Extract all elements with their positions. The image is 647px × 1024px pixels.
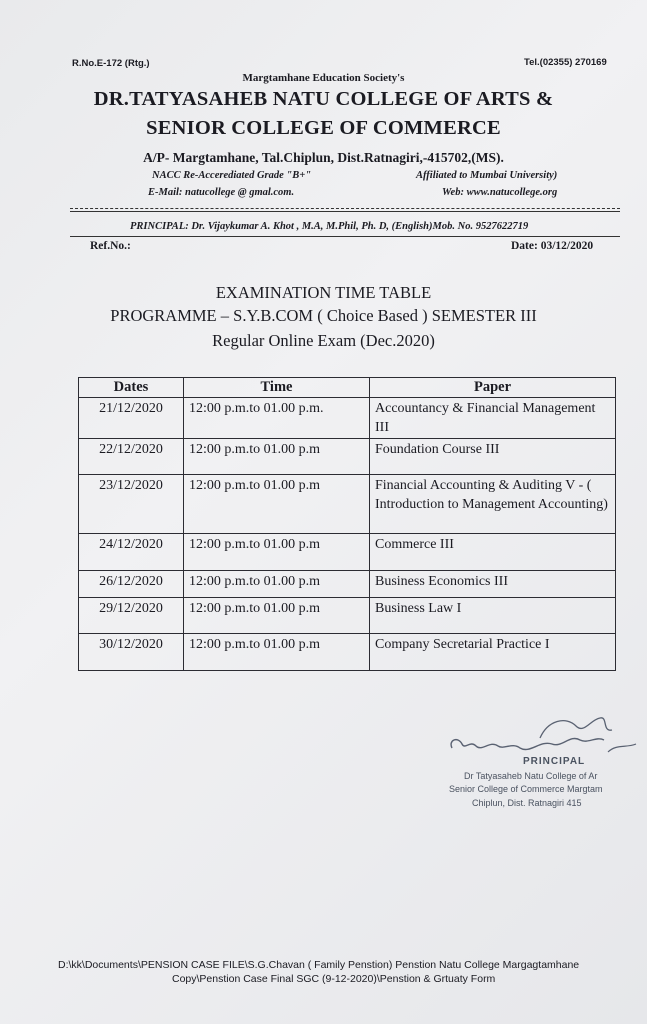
table-row <box>79 598 616 634</box>
footer-file-path-line1: D:\kk\Documents\PENSION CASE FILE\S.G.Chavan ( Family Penstion) Penstion Natu College Margagtamhane <box>58 959 580 971</box>
exam-time: 12:00 p.m.to 01.00 p.m <box>184 598 370 634</box>
header-divider <box>70 211 620 212</box>
table-row <box>79 475 616 534</box>
table-row <box>79 634 616 671</box>
exam-date: 26/12/2020 <box>79 571 184 598</box>
exam-time: 12:00 p.m.to 01.00 p.m <box>184 534 370 571</box>
exam-date: 29/12/2020 <box>79 598 184 634</box>
exam-title: EXAMINATION TIME TABLE <box>215 283 432 302</box>
exam-paper: Business Economics III <box>370 571 616 598</box>
society-name: Margtamhane Education Society's <box>242 72 405 84</box>
timetable <box>78 377 616 671</box>
exam-paper: Accountancy & Financial Management III <box>370 398 616 439</box>
header-paper: Paper <box>370 378 616 398</box>
exam-date: 21/12/2020 <box>79 398 184 439</box>
university-affiliation: Affiliated to Mumbai University) <box>416 170 558 181</box>
exam-time: 12:00 p.m.to 01.00 p.m. <box>184 398 370 439</box>
principal-divider <box>70 236 620 237</box>
telephone-number: Tel.(02355) 270169 <box>524 57 607 68</box>
stamp-line-place: Chiplun, Dist. Ratnagiri 415 <box>472 798 582 808</box>
registration-number: R.No.E-172 (Rtg.) <box>72 58 150 69</box>
exam-date: 22/12/2020 <box>79 439 184 475</box>
exam-time: 12:00 p.m.to 01.00 p.m <box>184 439 370 475</box>
principal-details: PRINCIPAL: Dr. Vijaykumar A. Khot , M.A, M.Phil, Ph. D, (English)Mob. No. 9527622719 <box>130 221 529 232</box>
exam-date: 23/12/2020 <box>79 475 184 534</box>
stamp-line-commerce: Senior College of Commerce Margtam <box>449 784 603 794</box>
exam-paper: Company Secretarial Practice I <box>370 634 616 671</box>
table-row <box>79 439 616 475</box>
footer-file-path-line2: Copy\Penstion Case Final SGC (9-12-2020)\Penstion & Grtuaty Form <box>172 973 496 985</box>
exam-paper: Business Law I <box>370 598 616 634</box>
table-row <box>79 571 616 598</box>
reference-number: Ref.No.: <box>90 240 131 252</box>
table-row <box>79 534 616 571</box>
exam-paper: Foundation Course III <box>370 439 616 475</box>
college-website: Web: www.natucollege.org <box>442 187 558 198</box>
letter-date: Date: 03/12/2020 <box>511 240 594 252</box>
header-dates: Dates <box>79 378 184 398</box>
college-address: A/P- Margtamhane, Tal.Chiplun, Dist.Ratnagiri,-415702,(MS). <box>143 150 504 165</box>
exam-paper: Commerce III <box>370 534 616 571</box>
exam-time: 12:00 p.m.to 01.00 p.m <box>184 571 370 598</box>
programme-line: PROGRAMME – S.Y.B.COM ( Choice Based ) SEMESTER III <box>110 306 537 325</box>
stamp-line-college: Dr Tatyasaheb Natu College of Ar <box>464 771 598 781</box>
exam-time: 12:00 p.m.to 01.00 p.m <box>184 634 370 671</box>
exam-date: 24/12/2020 <box>79 534 184 571</box>
exam-time: 12:00 p.m.to 01.00 p.m <box>184 475 370 534</box>
timetable-header-row <box>79 378 616 398</box>
stamp-title: PRINCIPAL <box>523 756 586 767</box>
college-name-line1: DR.TATYASAHEB NATU COLLEGE OF ARTS & <box>93 88 554 110</box>
header-time: Time <box>184 378 370 398</box>
college-email: E-Mail: natucollege @ gmal.com. <box>148 187 295 198</box>
college-name-line2: SENIOR COLLEGE OF COMMERCE <box>146 117 501 139</box>
table-row <box>79 398 616 439</box>
exam-date: 30/12/2020 <box>79 634 184 671</box>
exam-paper: Financial Accounting & Auditing V - ( Introduction to Management Accounting) <box>370 475 616 534</box>
header-divider-dashed <box>70 208 620 209</box>
exam-mode: Regular Online Exam (Dec.2020) <box>212 331 435 350</box>
naac-grade: NACC Re-Accerediated Grade "B+" <box>152 170 312 181</box>
